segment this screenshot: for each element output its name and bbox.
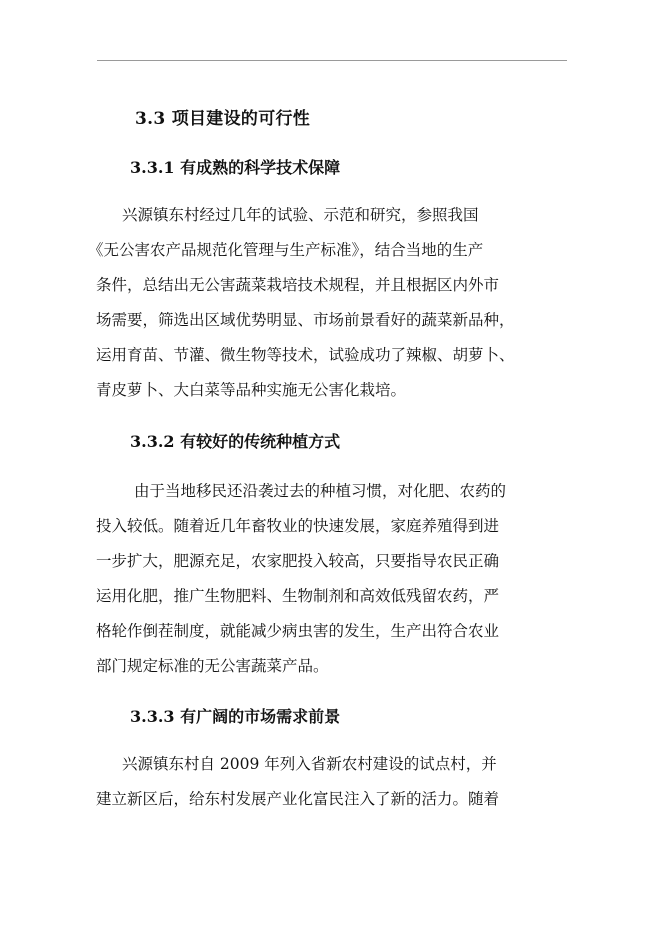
paragraph-line: 运用化肥，推广生物肥料、生物制剂和高效低残留农药，严: [96, 587, 500, 605]
paragraph-line: 建立新区后，给东村发展产业化富民注入了新的活力。随着: [96, 790, 500, 808]
section-heading: 3.3 项目建设的可行性: [135, 109, 311, 129]
subsection-heading-3-3-2: 3.3.2 有较好的传统种植方式: [130, 432, 341, 451]
paragraph-3-3-1: [88, 198, 576, 408]
paragraph-line: 由于当地移民还沿袭过去的种植习惯，对化肥、农药的: [134, 482, 507, 500]
paragraph-line: 条件，总结出无公害蔬菜栽培技术规程，并且根据区内外市: [96, 276, 500, 294]
paragraph-line: 一步扩大，肥源充足，农家肥投入较高，只要指导农民正确: [96, 552, 500, 570]
paragraph-line: 投入较低。随着近几年畜牧业的快速发展，家庭养殖得到进: [96, 517, 500, 535]
paragraph-line: 部门规定标准的无公害蔬菜产品。: [96, 657, 329, 675]
paragraph-3-3-2: [96, 474, 576, 684]
header-rule: [97, 60, 567, 61]
paragraph-line: 《无公害农产品规范化管理与生产标准》，结合当地的生产: [88, 241, 484, 259]
paragraph-line: 格轮作倒茬制度，就能减少病虫害的发生，生产出符合农业: [96, 622, 500, 640]
paragraph-line: 运用育苗、节灌、微生物等技术，试验成功了辣椒、胡萝卜、: [96, 346, 515, 364]
paragraph-line: 青皮萝卜、大白菜等品种实施无公害化栽培。: [96, 381, 407, 399]
paragraph-3-3-3: [96, 747, 576, 817]
paragraph-line: 兴源镇东村经过几年的试验、示范和研究，参照我国: [122, 206, 479, 224]
paragraph-line: 场需要，筛选出区域优势明显、市场前景看好的蔬菜新品种，: [96, 311, 515, 329]
paragraph-line: 兴源镇东村自 2009 年列入省新农村建设的试点村，并: [122, 755, 497, 773]
subsection-heading-3-3-3: 3.3.3 有广阔的市场需求前景: [130, 707, 341, 726]
subsection-heading-3-3-1: 3.3.1 有成熟的科学技术保障: [130, 158, 341, 177]
